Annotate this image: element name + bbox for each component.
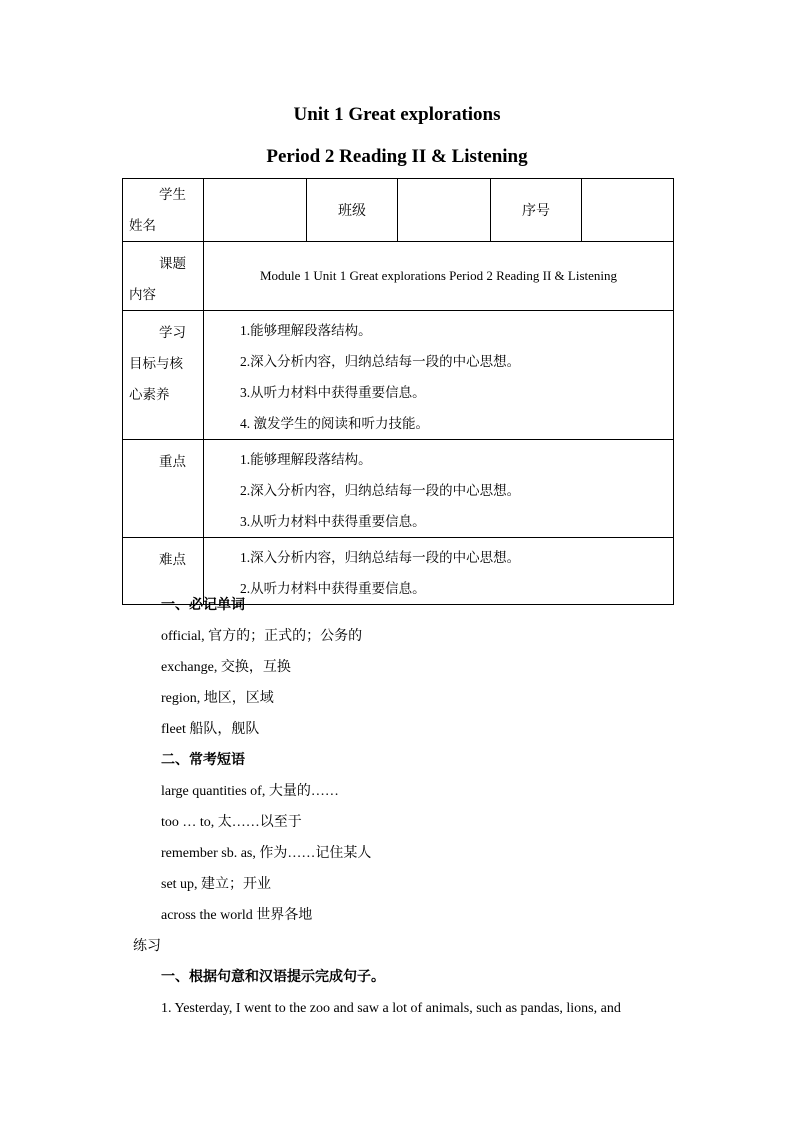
list-item: too … to, 太……以至于 — [161, 815, 302, 830]
student-name-label — [123, 179, 204, 242]
label-line: 内容 — [129, 287, 156, 302]
list-item: 3.从听力材料中获得重要信息。 — [240, 385, 426, 400]
label-line: 目标与核 — [129, 356, 183, 371]
topic-label — [123, 242, 204, 311]
section-heading: 一、必记单词 — [161, 598, 245, 613]
list-item: remember sb. as, 作为……记住某人 — [161, 846, 372, 861]
lesson-info-table — [122, 178, 674, 605]
list-item: fleet 船队，舰队 — [161, 722, 260, 737]
practice-label: 练习 — [133, 939, 161, 954]
list-item: 2.深入分析内容，归纳总结每一段的中心思想。 — [240, 354, 521, 369]
label-line: 课题 — [159, 256, 186, 271]
label-line: 重点 — [159, 454, 186, 469]
list-item: official, 官方的；正式的；公务的 — [161, 629, 363, 644]
label-line: 学习 — [159, 325, 186, 340]
page-subtitle: Period 2 Reading II & Listening — [266, 146, 528, 167]
list-item: 4. 激发学生的阅读和听力技能。 — [240, 416, 429, 431]
goals-label — [123, 311, 204, 440]
list-item: exchange, 交换，互换 — [161, 660, 291, 675]
section-heading: 一、根据句意和汉语提示完成句子。 — [161, 970, 385, 985]
list-item: 1.深入分析内容，归纳总结每一段的中心思想。 — [240, 550, 521, 565]
topic-value: Module 1 Unit 1 Great explorations Period 2 Reading II & Listening — [204, 242, 674, 311]
goals-list — [204, 311, 674, 440]
seat-number-field[interactable] — [582, 179, 674, 242]
list-item: set up, 建立；开业 — [161, 877, 272, 892]
seat-number-label: 序号 — [491, 179, 582, 242]
list-item: across the world 世界各地 — [161, 908, 313, 923]
class-field[interactable] — [398, 179, 491, 242]
list-item: 2.深入分析内容，归纳总结每一段的中心思想。 — [240, 483, 521, 498]
section-heading: 二、常考短语 — [161, 753, 245, 768]
key-points-label — [123, 440, 204, 538]
label-line: 难点 — [159, 552, 186, 567]
table-row — [123, 242, 674, 311]
page-title: Unit 1 Great explorations — [293, 104, 501, 125]
student-name-field[interactable] — [204, 179, 307, 242]
table-row — [123, 440, 674, 538]
words-section — [161, 590, 362, 745]
list-item: 3.从听力材料中获得重要信息。 — [240, 514, 426, 529]
label-line: 姓名 — [129, 218, 156, 233]
table-row — [123, 311, 674, 440]
list-item: large quantities of, 大量的…… — [161, 784, 339, 799]
list-item: 1.能够理解段落结构。 — [240, 323, 372, 338]
list-item: 2.从听力材料中获得重要信息。 — [240, 581, 426, 596]
question-text: 1. Yesterday, I went to the zoo and saw a lot of animals, such as pandas, lions, and — [161, 1001, 621, 1016]
label-line: 学生 — [159, 187, 186, 202]
list-item: 1.能够理解段落结构。 — [240, 452, 372, 467]
label-line: 心素养 — [129, 387, 170, 402]
key-points-list — [204, 440, 674, 538]
table-row — [123, 179, 674, 242]
list-item: region, 地区，区域 — [161, 691, 274, 706]
class-label: 班级 — [307, 179, 398, 242]
phrases-section — [161, 745, 371, 931]
